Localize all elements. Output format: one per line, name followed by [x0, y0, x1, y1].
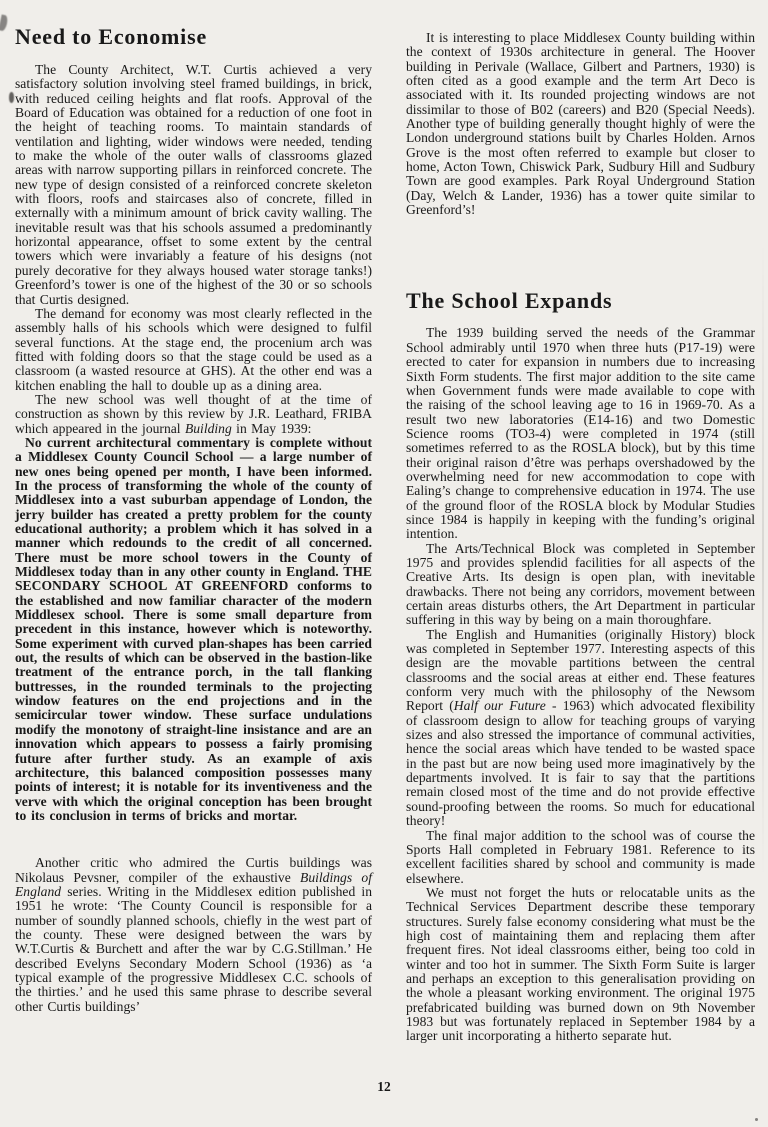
body-text: It is interesting to place Middlesex County building within the context of 1930s architecture in general. The Hoover building in Perivale (Wallace, Gilbert and Partners, 1930) is often cited as a good example and the term Art Deco is associated with it. Its rounded projecting windows are not dissimilar to those of B02 (careers) and B20 (Special Needs). Another type of building generally thought highly of were the London underground stations built by Charles Holden. Arnos Grove is the most often referred to example but closer to home, Acton Town, Chiswick Park, Sudbury Hill and Sudbury Town are good examples. Park Royal Underground Station (Day, Welch & Lander, 1936) has a tower quite similar to Greenford’s! [406, 30, 755, 218]
section-heading: Need to Economise [15, 24, 208, 49]
body-text: No current architectural commentary is complete without a Middlesex County Council School — a large number of new ones being opened per month, I have been informed. In the process of transforming the whole of the county of Middlesex into a vast suburban appendage of London, the jerry builder has created a pretty problem for the county educational authority; a problem which it has solved in a manner which redounds to the credit of all concerned. There must be more school towers in the County of Middlesex today than in any other county in England. THE SECONDARY SCHOOL AT GREENFORD conforms to the established and now familiar character of the modern Middlesex school. There is some small departure from precedent in this instance, however which is noteworthy. Some experiment with curved plan-shapes has been carried out, the results of which can be observed in the bastion-like treatment of the entrance porch, in the tall flanking buttresses, in the rounded terminals to the projecting window features on the end projections and in the semicircular tower window. These surface undulations modify the monotony of straight-line insistance and are an innovation which appears to possess a fairly promising future after further study. As an example of axis architecture, this balanced composition possesses many points of interest; it is notable for its inventiveness and the verve with which the original conception has been brought to its conclusion in terms of bricks and mortar. [15, 434, 372, 823]
paragraph [15, 63, 372, 307]
paragraph [15, 393, 372, 436]
paragraph [406, 542, 755, 628]
italic-title-text: Building [184, 420, 232, 436]
scan-edge-shadow [762, 240, 764, 880]
paragraph [406, 31, 755, 217]
scan-smudge-artifact [9, 92, 14, 103]
paragraph [406, 326, 755, 541]
two-column-text-layout [15, 0, 755, 1044]
paragraph [15, 307, 372, 393]
section-heading: The School Expands [406, 288, 613, 314]
body-text: The County Architect, W.T. Curtis achieved a very satisfactory solution involving steel framed buildings, in brick, with reduced ceiling heights and flat roofs. Approval of the Board of Education was obtained for a reduction of one foot in the height of teaching rooms. To maintain standards of ventilation and lighting, wider windows were needed, tending to make the whole of the outer walls of classrooms glazed areas with narrow supporting pillars in reinforced concrete. The new type of design consisted of a reinforced concrete skeleton with floors, roofs and staircases also of concrete, filled in externally with a minimum amount of brick cavity walling. The inevitable result was that his schools assumed a predominantly horizontal appearance, offset to some extent by the central towers which were invariably a feature of his designs (not purely decorative for they always housed water storage tanks!) Greenford’s tower is one of the highest of the 30 or so schools that Curtis designed. [15, 62, 372, 307]
right-column [406, 0, 755, 1044]
paragraph [406, 829, 755, 886]
page-number: 12 [377, 1079, 391, 1094]
quoted-review-paragraph [15, 436, 372, 823]
body-text: The 1939 building served the needs of the Grammar School admirably until 1970 when three huts (P17-19) were erected to cater for expansion in numbers due to increasing Sixth Form students. The first major addition to the site came when Government funds were made available to cope with the raising of the school leaving age to 16 in 1969-70. As a result two new laboratories (E14-16) and two Domestic Science rooms (TO3-4) were completed in 1974 (still sometimes referred to as the ROSLA block), but by this time their original raison d’être was perhaps overshadowed by the overwhelming need for new accommodation to cope with Ealing’s change to comprehensive education in 1974. The use of the ground floor of the ROSLA block by Modular Studies since 1984 is happily in keeping with the funding’s original intention. [406, 325, 755, 542]
body-text: The final major addition to the school was of course the Sports Hall completed in February 1981. Reference to its excellent facilities shared by school and community is made elsewhere. [406, 827, 755, 886]
paragraph [406, 886, 755, 1044]
body-text: The Arts/Technical Block was completed in September 1975 and provides splendid facilities for all aspects of the Creative Arts. Its design is open plan, with inevitable drawbacks. There not being any corridors, movement between certain areas disturbs others, the Art Department in particular suffering in this way by being on a main thoroughfare. [406, 540, 755, 628]
body-text: We must not forget the huts or relocatable units as the Technical Services Department describe these temporary structures. Surely false economy considering what must be the high cost of maintaining them and replacing them after frequent fires. Not ideal classrooms either, being too cold in winter and too hot in summer. The Sixth Form Suite is larger and perhaps an exception to this generalisation providing on the whole a pleasant working environment. The original 1975 prefabricated building was burned down on 9th November 1983 but was fortunately replaced in September 1984 by a larger unit incorporating a hitherto separate hut. [406, 884, 755, 1044]
body-text: The English and Humanities (originally History) block was completed in September 1977. Interesting aspects of this design are the movable partitions between the central classrooms and the social areas at either end. These features conform very much with the philosophy of the Newsom Report ( [406, 626, 755, 714]
italic-title-text: Half our Future [453, 698, 546, 714]
body-text: Another critic who admired the Curtis buildings was Nikolaus Pevsner, compiler of the exhaustive [15, 855, 372, 885]
body-text: - 1963) which advocated flexibility of classroom design to allow for teaching groups of varying sizes and also stressed the importance of communal activities, hence the social areas which have tended to be wasted space in the past but are now being used more imaginatively by the departments involved. It is fair to say that the partitions remain closed most of the time and do not provide effective sound-proofing between the rooms. So much for educational theory! [406, 698, 755, 829]
paragraph [406, 628, 755, 829]
scan-speck-artifact [755, 1118, 758, 1121]
body-text: in May 1939: [231, 420, 312, 436]
body-text: The demand for economy was most clearly reflected in the assembly halls of his schools which were designed to fulfil several functions. At the stage end, the procenium arch was fitted with folding doors so that the stage could be used as a classroom (a wasted resource at GHS). At the other end was a kitchen enabling the hall to double up as a dining area. [15, 305, 372, 393]
paragraph [15, 856, 372, 1014]
italic-title-text: Buildings of England [15, 869, 372, 899]
body-text: series. Writing in the Middlesex edition published in 1951 he wrote: ‘The County Council is responsible for a number of soundly planned schools, chiefly in the west part of the county. These were designed between the wars by W.T.Curtis & Burchett and after the war by C.G.Stillman.’ He described Evelyns Secondary Modern School (1936) as ‘a typical example of the progressive Middlesex C.C. schools of the thirties.’ and he used this same phrase to describe several other Curtis buildings’ [15, 883, 372, 1014]
scan-smudge-artifact [0, 14, 9, 31]
body-text: The new school was well thought of at the time of construction as shown by this review by J.R. Leathard, FRIBA which appeared in the journal [15, 391, 372, 436]
left-column [15, 0, 372, 1044]
